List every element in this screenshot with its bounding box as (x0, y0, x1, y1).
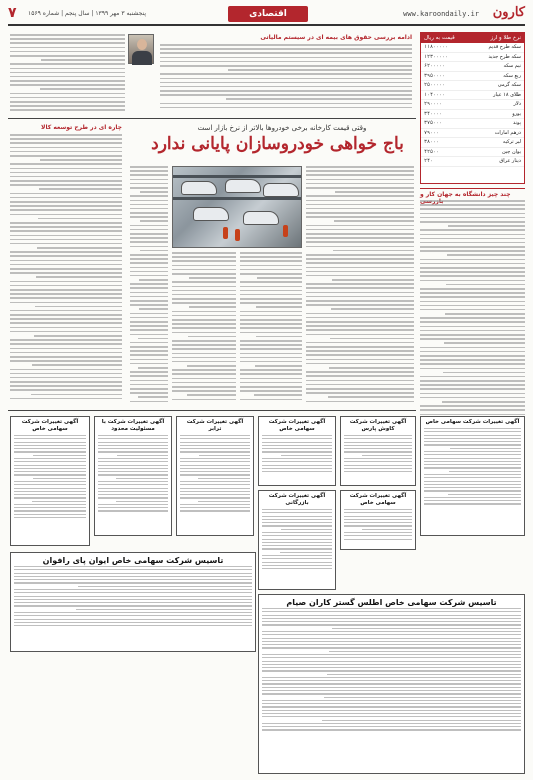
currency-label: دلار (513, 101, 521, 107)
photo-car (225, 179, 261, 193)
horizontal-divider (8, 410, 416, 411)
legal-notice-title: آگهی تغییرات شرکت با مسئولیت محدود (101, 419, 165, 432)
legal-notice (420, 416, 525, 536)
sidebar-article-title: چند چیز دانشگاه به جهان کار و (420, 188, 525, 205)
photo-worker (223, 227, 228, 239)
currency-value: ۳۴۰۰۰۰ (424, 110, 443, 117)
currency-label: یورو (512, 110, 521, 117)
currency-row (421, 62, 524, 72)
legal-notice (10, 416, 90, 546)
legal-notice-text (344, 435, 412, 487)
page-header (8, 4, 525, 26)
horizontal-divider (8, 118, 416, 119)
currency-row (421, 148, 524, 158)
currency-row (421, 110, 524, 120)
legal-notice-title: آگهی تغییرات شرکت سهامی خاص (425, 419, 520, 425)
currency-row (421, 157, 524, 167)
currency-row (421, 43, 524, 53)
currency-label: پوند (513, 120, 521, 126)
site-url[interactable]: www.karoondaily.ir (403, 10, 479, 18)
legal-notice-title: آگهی تغییرات شرکت کاوش پارس (349, 419, 407, 432)
page-number: ۷ (8, 5, 17, 21)
left-column-title: چاره ای در طرح توسعه کالا (41, 124, 122, 131)
main-story-column-4 (130, 166, 168, 406)
currency-value: ۱۱۸۰۰۰۰۰ (424, 44, 449, 50)
currency-value: ۳۷۵۰۰۰ (424, 120, 443, 126)
legal-notice-text (14, 566, 252, 648)
currency-value: ۲۴۰ (424, 158, 434, 164)
author-portrait (128, 34, 154, 64)
legal-notice-text (262, 435, 332, 487)
legal-notice-text (180, 435, 250, 537)
currency-row (421, 100, 524, 110)
currency-price-table (420, 32, 525, 184)
photo-car (193, 207, 229, 221)
photo-worker (283, 225, 288, 237)
currency-label: لیر ترکیه (502, 139, 521, 145)
legal-notice (94, 416, 172, 536)
currency-row (421, 129, 524, 139)
photo-car (181, 181, 217, 195)
photo-car (263, 183, 299, 197)
main-story-column-2 (240, 252, 302, 406)
newspaper-logo: کارون (492, 5, 525, 20)
currency-value: ۳۹۵۰۰۰۰ (424, 72, 446, 79)
currency-label: نیم سکه (503, 63, 521, 69)
currency-value: ۷۹۰۰۰ (424, 129, 440, 136)
legal-notice-title: آگهی تغییرات شرکت سهامی خاص (268, 419, 326, 432)
currency-row (421, 81, 524, 91)
currency-value: ۲۵۰۰۰۰۰ (424, 82, 446, 88)
currency-table-unit: قیمت به ریال (424, 35, 455, 41)
main-story-headline: باج خواهی خودروسازان پایانی ندارد (151, 134, 404, 154)
currency-label: دینار عراق (499, 158, 521, 164)
section-title: اقتصادی (228, 6, 308, 22)
legal-notice-title: آگهی تغییرات شرکت سهامی خاص (21, 419, 79, 432)
currency-value: ۲۹۰۰۰۰ (424, 101, 443, 107)
main-story-column-3 (172, 252, 236, 406)
currency-row (421, 138, 524, 148)
legal-notice-title: تاسیس شرکت سهامی خاص ایوان پای رافوان (42, 556, 224, 565)
legal-notice-text (14, 435, 86, 547)
photo-car (243, 211, 279, 225)
currency-value: ۶۲۰۰۰۰۰ (424, 63, 446, 69)
currency-label: طلای ۱۸ عیار (493, 91, 521, 98)
currency-row (421, 91, 524, 101)
currency-label: سکه طرح جدید (488, 53, 521, 60)
currency-label: ربع سکه (503, 72, 521, 79)
dateline: پنجشنبه ۳ مهر ۱۳۹۹ | سال پنجم | شماره ۱۵۶۹ (28, 10, 146, 17)
photo-worker (235, 229, 240, 241)
legal-notice-text (262, 608, 521, 770)
top-article-title: ادامه بررسی حقوق های بیمه ای در سیستم مالیاتی (260, 34, 412, 41)
legal-notice-text (262, 509, 332, 591)
legal-notice (258, 594, 525, 774)
photo-beam (173, 175, 302, 178)
legal-notice (10, 552, 256, 652)
legal-notice-title: آگهی تغییرات شرکت ترابر (186, 419, 244, 432)
currency-label: سکه طرح قدیم (488, 44, 521, 50)
portrait-body (132, 51, 152, 65)
legal-notice (258, 416, 336, 486)
legal-notice-text (98, 435, 168, 537)
currency-table-body (421, 43, 524, 167)
currency-value: ۱۰۴۰۰۰۰ (424, 91, 446, 98)
legal-notice-title: تاسیس شرکت سهامی خاص اطلس گستر کاران صیام (286, 598, 497, 607)
legal-notice-title: آگهی تغییرات شرکت بازرگانی (268, 493, 326, 506)
legal-notice-title: آگهی تغییرات شرکت سهامی خاص (349, 493, 407, 506)
top-article-text (160, 44, 412, 114)
currency-value: ۱۲۳۰۰۰۰۰ (424, 53, 449, 60)
car-factory-photo (172, 166, 302, 248)
currency-value: ۳۸۰۰۰ (424, 139, 440, 145)
top-left-article-text (10, 34, 125, 114)
legal-notice-text (424, 428, 521, 530)
main-story-column-1 (306, 166, 414, 406)
photo-beam (173, 197, 302, 200)
currency-value: ۴۲۵۰۰ (424, 148, 440, 155)
legal-notice-text (344, 509, 412, 551)
left-column-text (10, 134, 122, 406)
currency-label: سکه گرمی (497, 82, 521, 88)
currency-table-header (421, 33, 524, 43)
main-story-kicker: وقتی قیمت کارخانه برخی خودروها بالاتر از نرخ بازار است (197, 124, 367, 132)
currency-row (421, 53, 524, 63)
currency-label: یوان چین (501, 148, 521, 155)
currency-row (421, 119, 524, 129)
legal-notice (340, 416, 416, 486)
currency-table-title: نرخ طلا و ارز (490, 35, 521, 41)
currency-row (421, 72, 524, 82)
legal-notice (176, 416, 254, 536)
currency-label: درهم امارات (494, 129, 521, 136)
legal-notice (258, 490, 336, 590)
portrait-head (137, 39, 147, 50)
legal-notice (340, 490, 416, 550)
